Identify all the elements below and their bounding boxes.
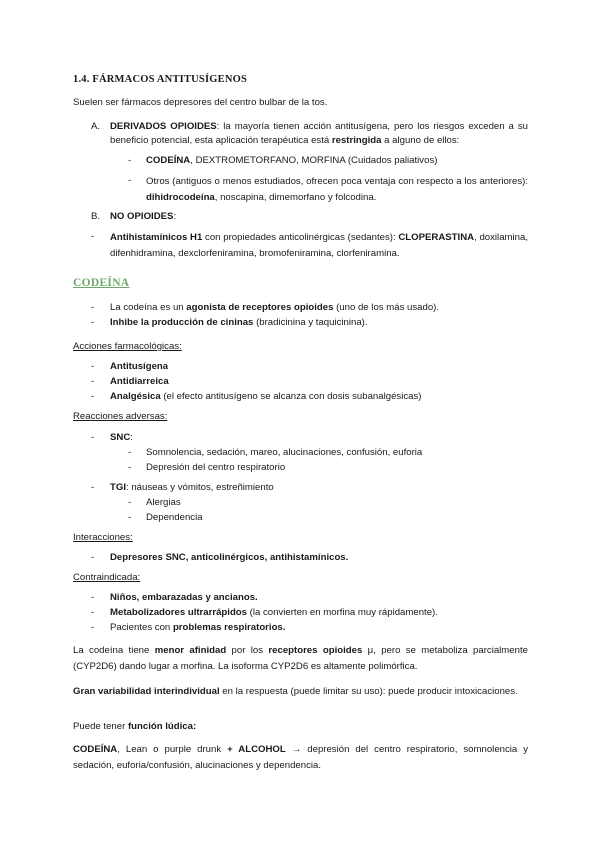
reacciones-heading: Reacciones adversas: [73, 411, 168, 422]
sub-item-a2-text: Otros (antiguos o menos estudiados, ofrecen poca ventaja con respecto a los anteriores): [146, 176, 528, 187]
bullet-dash: - [91, 607, 95, 618]
reaccion-tgi-2: Dependencia [146, 512, 203, 523]
accion-item-3 [110, 390, 421, 404]
list-item-b-bold: NO OPIOIDES [110, 211, 174, 222]
sub-item-a2 [146, 174, 528, 206]
sub-item-a1-text: , DEXTROMETORFANO, MORFINA (Cuidados paliativos) [190, 155, 438, 166]
paragraph-lean-text-2: → depresión del centro respiratorio, somnolencia y sedación, euforia/confusión, alucinaciones y dependencia. [73, 744, 529, 771]
accion-item-2 [110, 375, 169, 389]
codeina-item-2 [110, 316, 368, 330]
section-title: 1.4. FÁRMACOS ANTITUSÍGENOS [73, 74, 248, 85]
sub-item-a1-bold: CODEÍNA [146, 155, 191, 166]
reaccion-snc-bold: SNC [110, 432, 131, 443]
paragraph-afinidad-bold-2: receptores opioides [268, 645, 363, 656]
accion-item-2-bold: Antidiarreica [110, 376, 169, 387]
interacciones-heading: Interacciones: [73, 532, 133, 543]
codeina-heading: CODEÍNA [73, 277, 130, 289]
paragraph-variabilidad [73, 684, 528, 700]
contra-item-3 [110, 621, 285, 635]
list-marker-a: A. [91, 121, 101, 132]
bullet-dash: - [128, 512, 132, 523]
codeina-item-2-text: (bradicinina y taquicinina). [253, 317, 368, 328]
sub-item-b1-bold-2: CLOPERASTINA [398, 232, 475, 243]
bullet-dash: - [128, 447, 132, 458]
paragraph-afinidad-text-2: por los [226, 645, 269, 656]
reaccion-snc-1: Somnolencia, sedación, mareo, alucinaciones, confusión, euforia [146, 447, 423, 458]
list-marker-b: B. [91, 211, 101, 222]
list-item-a-text: : la mayoría tienen acción antitusígena, pero los riesgos exceden a su beneficio potencial, esta aplicación terapéutica está [110, 121, 528, 146]
bullet-dash: - [91, 482, 95, 493]
list-item-a-bold-2: restringida [331, 135, 382, 146]
accion-item-3-text: (el efecto antitusígeno se alcanza con dosis subanalgésicas) [160, 391, 422, 402]
bullet-dash: - [91, 361, 95, 372]
interaccion-item-1 [110, 551, 348, 565]
list-item-b-text: : [173, 211, 177, 222]
interaccion-item-1-bold: Depresores SNC, anticolinérgicos, antihistamínicos. [110, 552, 349, 563]
paragraph-ludica-bold: función lúdica: [127, 721, 197, 732]
accion-item-3-bold: Analgésica [110, 391, 161, 402]
paragraph-lean [73, 742, 528, 774]
codeina-item-2-bold: Inhibe la producción de cininas [110, 317, 254, 328]
reaccion-tgi [110, 481, 274, 495]
reaccion-tgi-bold: TGI [110, 482, 126, 493]
contra-item-2-bold: Metabolizadores ultrarrápidos [110, 607, 248, 618]
bullet-dash: - [128, 497, 132, 508]
bullet-dash: - [91, 432, 95, 443]
contra-item-3-text: Pacientes con [110, 622, 173, 633]
list-item-a-text-2: a alguno de ellos: [381, 135, 460, 146]
bullet-dash: - [91, 622, 95, 633]
paragraph-afinidad-bold-1: menor afinidad [154, 645, 227, 656]
paragraph-lean-bold-1: CODEÍNA [73, 744, 118, 755]
reaccion-tgi-text: : náuseas y vómitos, estreñimiento [126, 482, 274, 493]
bullet-dash: - [91, 317, 95, 328]
intro-text: Suelen ser fármacos depresores del centro bulbar de la tos. [73, 97, 328, 108]
accion-item-1 [110, 360, 168, 374]
sub-item-a1 [146, 154, 437, 168]
acciones-heading: Acciones farmacológicas: [73, 341, 182, 352]
sub-item-b1-text-2: , doxilamina, difenhidramina, dexclorfeniramina, bromofeniramina, clorfeniramina. [110, 232, 528, 259]
paragraph-ludica-text: Puede tener [73, 721, 128, 732]
bullet-dash: - [128, 155, 132, 166]
codeina-item-1-text: La codeína es un [110, 302, 187, 313]
paragraph-variabilidad-bold: Gran variabilidad interindividual [73, 686, 220, 697]
sub-item-b1 [110, 230, 528, 262]
paragraph-afinidad [73, 643, 528, 675]
sub-item-b1-bold: Antihistamínicos H1 [110, 232, 203, 243]
bullet-dash: - [91, 231, 95, 242]
contra-item-1-bold: Niños, embarazadas y ancianos. [110, 592, 258, 603]
list-item-a [110, 120, 528, 148]
contra-item-2-text: (la convierten en morfina muy rápidamente). [247, 607, 438, 618]
list-item-a-bold: DERIVADOS OPIOIDES [110, 121, 217, 132]
bullet-dash: - [91, 302, 95, 313]
bullet-dash: - [91, 376, 95, 387]
codeina-item-1-text-2: (uno de los más usado). [333, 302, 440, 313]
sub-item-b1-text: con propiedades anticolinérgicas (sedantes): [202, 232, 399, 243]
bullet-dash: - [91, 552, 95, 563]
codeina-item-1 [110, 301, 439, 315]
paragraph-ludica [73, 720, 196, 734]
bullet-dash: - [91, 391, 95, 402]
paragraph-afinidad-text-1: La codeína tiene [73, 645, 155, 656]
reaccion-snc-text: : [130, 432, 133, 443]
paragraph-lean-bold-2: + ALCOHOL [227, 744, 286, 755]
bullet-dash: - [128, 462, 132, 473]
contra-item-3-bold: problemas respiratorios. [172, 622, 286, 633]
reaccion-snc-2: Depresión del centro respiratorio [146, 462, 286, 473]
list-item-b [110, 210, 176, 224]
paragraph-variabilidad-text: en la respuesta (puede limitar su uso): puede producir intoxicaciones. [219, 686, 518, 697]
reaccion-snc [110, 431, 133, 445]
reaccion-tgi-1: Alergias [146, 497, 181, 508]
contra-item-1 [110, 591, 258, 605]
contraindicada-heading: Contraindicada: [73, 572, 141, 583]
paragraph-lean-text-1: , Lean o purple drunk [117, 744, 228, 755]
sub-item-a2-bold: dihidrocodeína [146, 192, 215, 203]
bullet-dash: - [91, 592, 95, 603]
paragraph-afinidad-text-3: μ, pero se metaboliza parcialmente (CYP2D6) dando lugar a morfina. La isoforma CYP2D6 es altamente polimórfica. [73, 645, 528, 672]
accion-item-1-bold: Antitusígena [110, 361, 169, 372]
contra-item-2 [110, 606, 438, 620]
bullet-dash: - [128, 175, 132, 186]
codeina-item-1-bold: agonista de receptores opioides [186, 302, 334, 313]
sub-item-a2-text-2: , noscapina, dimemorfano y folcodina. [214, 192, 377, 203]
